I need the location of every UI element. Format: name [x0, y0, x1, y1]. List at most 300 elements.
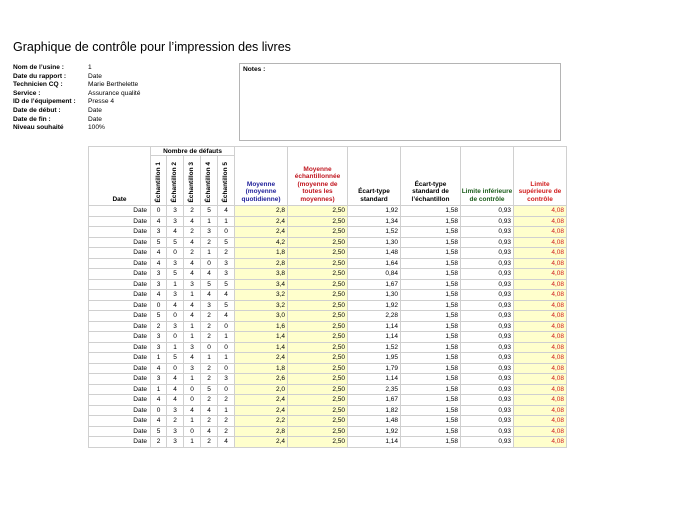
cell-sample-1[interactable]: 4: [151, 258, 167, 269]
cell-mean[interactable]: 3,2: [235, 290, 288, 301]
info-value[interactable]: Marie Berthelette: [88, 81, 139, 89]
cell-mean[interactable]: 2,4: [235, 395, 288, 406]
cell-sample-5[interactable]: 0: [218, 321, 235, 332]
header-date: Date: [89, 147, 151, 206]
cell-sample-3[interactable]: 4: [184, 300, 201, 311]
cell-sample-1[interactable]: 4: [151, 363, 167, 374]
cell-date[interactable]: Date: [89, 426, 151, 437]
cell-sample-3[interactable]: 4: [184, 269, 201, 280]
cell-grand-mean[interactable]: 2,50: [288, 248, 348, 259]
cell-date[interactable]: Date: [89, 437, 151, 448]
cell-std[interactable]: 1,52: [348, 227, 401, 238]
cell-sample-2[interactable]: 3: [167, 258, 184, 269]
cell-ucl[interactable]: 4,08: [514, 416, 567, 427]
cell-sample-2[interactable]: 3: [167, 216, 184, 227]
cell-sample-3[interactable]: 3: [184, 342, 201, 353]
cell-sample-5[interactable]: 4: [218, 206, 235, 217]
cell-mean[interactable]: 3,2: [235, 300, 288, 311]
info-value[interactable]: Assurance qualité: [88, 89, 141, 97]
cell-std[interactable]: 1,79: [348, 363, 401, 374]
cell-ucl[interactable]: 4,08: [514, 290, 567, 301]
cell-grand-mean[interactable]: 2,50: [288, 206, 348, 217]
info-row-equipment: [13, 98, 140, 107]
cell-sample-5[interactable]: 5: [218, 279, 235, 290]
cell-sample-3[interactable]: 2: [184, 248, 201, 259]
cell-ucl[interactable]: 4,08: [514, 206, 567, 217]
cell-date[interactable]: Date: [89, 227, 151, 238]
cell-std-sample[interactable]: 1,58: [401, 311, 461, 322]
cell-std[interactable]: 1,34: [348, 216, 401, 227]
cell-sample-4[interactable]: 4: [201, 426, 218, 437]
cell-lcl[interactable]: 0,93: [461, 227, 514, 238]
cell-mean[interactable]: 2,4: [235, 216, 288, 227]
cell-sample-5[interactable]: 5: [218, 300, 235, 311]
cell-ucl[interactable]: 4,08: [514, 353, 567, 364]
table-row: [89, 311, 567, 322]
cell-date[interactable]: Date: [89, 332, 151, 343]
cell-sample-5[interactable]: 2: [218, 395, 235, 406]
cell-sample-1[interactable]: 0: [151, 300, 167, 311]
cell-date[interactable]: Date: [89, 206, 151, 217]
cell-std-sample[interactable]: 1,58: [401, 216, 461, 227]
cell-sample-3[interactable]: 3: [184, 279, 201, 290]
cell-ucl[interactable]: 4,08: [514, 405, 567, 416]
cell-date[interactable]: Date: [89, 216, 151, 227]
cell-std[interactable]: 1,14: [348, 374, 401, 385]
cell-sample-5[interactable]: 3: [218, 269, 235, 280]
cell-ucl[interactable]: 4,08: [514, 437, 567, 448]
cell-sample-5[interactable]: 1: [218, 353, 235, 364]
table-row: [89, 384, 567, 395]
cell-sample-2[interactable]: 3: [167, 290, 184, 301]
cell-sample-5[interactable]: 4: [218, 311, 235, 322]
cell-mean[interactable]: 2,4: [235, 227, 288, 238]
cell-sample-2[interactable]: 1: [167, 279, 184, 290]
cell-sample-5[interactable]: 1: [218, 405, 235, 416]
cell-sample-4[interactable]: 1: [201, 353, 218, 364]
cell-lcl[interactable]: 0,93: [461, 321, 514, 332]
cell-mean[interactable]: 1,4: [235, 332, 288, 343]
cell-sample-2[interactable]: 3: [167, 206, 184, 217]
cell-lcl[interactable]: 0,93: [461, 300, 514, 311]
cell-lcl[interactable]: 0,93: [461, 405, 514, 416]
cell-ucl[interactable]: 4,08: [514, 395, 567, 406]
cell-grand-mean[interactable]: 2,50: [288, 269, 348, 280]
cell-ucl[interactable]: 4,08: [514, 311, 567, 322]
cell-mean[interactable]: 3,0: [235, 311, 288, 322]
cell-sample-1[interactable]: 3: [151, 227, 167, 238]
table-row: [89, 206, 567, 217]
cell-sample-1[interactable]: 2: [151, 437, 167, 448]
cell-sample-2[interactable]: 0: [167, 248, 184, 259]
cell-sample-4[interactable]: 2: [201, 416, 218, 427]
table-row: [89, 426, 567, 437]
cell-lcl[interactable]: 0,93: [461, 269, 514, 280]
cell-sample-4[interactable]: 5: [201, 279, 218, 290]
cell-sample-1[interactable]: 5: [151, 426, 167, 437]
cell-sample-2[interactable]: 0: [167, 311, 184, 322]
table-body: [89, 206, 567, 448]
cell-mean[interactable]: 2,4: [235, 437, 288, 448]
cell-date[interactable]: Date: [89, 342, 151, 353]
cell-mean[interactable]: 1,4: [235, 342, 288, 353]
cell-lcl[interactable]: 0,93: [461, 206, 514, 217]
cell-grand-mean[interactable]: 2,50: [288, 437, 348, 448]
cell-sample-5[interactable]: 0: [218, 384, 235, 395]
cell-std[interactable]: 1,14: [348, 437, 401, 448]
cell-std[interactable]: 1,48: [348, 248, 401, 259]
cell-sample-4[interactable]: 5: [201, 206, 218, 217]
cell-sample-2[interactable]: 5: [167, 237, 184, 248]
cell-sample-4[interactable]: 2: [201, 363, 218, 374]
cell-lcl[interactable]: 0,93: [461, 332, 514, 343]
cell-date[interactable]: Date: [89, 258, 151, 269]
cell-std-sample[interactable]: 1,58: [401, 395, 461, 406]
cell-sample-4[interactable]: 1: [201, 216, 218, 227]
cell-sample-2[interactable]: 3: [167, 437, 184, 448]
cell-ucl[interactable]: 4,08: [514, 384, 567, 395]
cell-sample-2[interactable]: 0: [167, 363, 184, 374]
info-value[interactable]: Date: [88, 115, 102, 123]
cell-sample-3[interactable]: 1: [184, 290, 201, 301]
cell-sample-4[interactable]: 4: [201, 269, 218, 280]
header-sample-1: Échantillon 1: [151, 156, 167, 206]
cell-lcl[interactable]: 0,93: [461, 311, 514, 322]
cell-grand-mean[interactable]: 2,50: [288, 290, 348, 301]
table-row: [89, 374, 567, 385]
cell-sample-5[interactable]: 5: [218, 237, 235, 248]
cell-mean[interactable]: 2,8: [235, 426, 288, 437]
table-row: [89, 332, 567, 343]
cell-sample-3[interactable]: 4: [184, 216, 201, 227]
cell-sample-1[interactable]: 0: [151, 206, 167, 217]
cell-lcl[interactable]: 0,93: [461, 279, 514, 290]
cell-std-sample[interactable]: 1,58: [401, 416, 461, 427]
cell-ucl[interactable]: 4,08: [514, 279, 567, 290]
cell-sample-1[interactable]: 4: [151, 416, 167, 427]
cell-sample-1[interactable]: 3: [151, 279, 167, 290]
table-row: [89, 353, 567, 364]
cell-std[interactable]: 1,14: [348, 332, 401, 343]
cell-mean[interactable]: 3,8: [235, 269, 288, 280]
cell-sample-4[interactable]: 4: [201, 405, 218, 416]
cell-lcl[interactable]: 0,93: [461, 258, 514, 269]
cell-std[interactable]: 1,67: [348, 395, 401, 406]
cell-ucl[interactable]: 4,08: [514, 248, 567, 259]
cell-std[interactable]: 1,48: [348, 416, 401, 427]
cell-lcl[interactable]: 0,93: [461, 248, 514, 259]
cell-lcl[interactable]: 0,93: [461, 374, 514, 385]
table-row: [89, 237, 567, 248]
info-value[interactable]: Presse 4: [88, 98, 115, 106]
cell-sample-1[interactable]: 3: [151, 269, 167, 280]
cell-ucl[interactable]: 4,08: [514, 237, 567, 248]
cell-sample-4[interactable]: 1: [201, 248, 218, 259]
cell-std-sample[interactable]: 1,58: [401, 342, 461, 353]
cell-sample-5[interactable]: 1: [218, 216, 235, 227]
cell-std-sample[interactable]: 1,58: [401, 227, 461, 238]
cell-std[interactable]: 1,30: [348, 237, 401, 248]
cell-sample-1[interactable]: 2: [151, 321, 167, 332]
cell-sample-4[interactable]: 2: [201, 437, 218, 448]
cell-sample-3[interactable]: 4: [184, 237, 201, 248]
cell-mean[interactable]: 4,2: [235, 237, 288, 248]
cell-lcl[interactable]: 0,93: [461, 437, 514, 448]
cell-sample-3[interactable]: 4: [184, 258, 201, 269]
cell-std[interactable]: 1,92: [348, 206, 401, 217]
cell-sample-4[interactable]: 3: [201, 300, 218, 311]
cell-std-sample[interactable]: 1,58: [401, 279, 461, 290]
cell-lcl[interactable]: 0,93: [461, 353, 514, 364]
cell-std[interactable]: 1,30: [348, 290, 401, 301]
cell-sample-3[interactable]: 4: [184, 311, 201, 322]
cell-ucl[interactable]: 4,08: [514, 342, 567, 353]
cell-mean[interactable]: 2,2: [235, 416, 288, 427]
cell-lcl[interactable]: 0,93: [461, 395, 514, 406]
cell-std-sample[interactable]: 1,58: [401, 300, 461, 311]
cell-sample-1[interactable]: 4: [151, 248, 167, 259]
cell-sample-3[interactable]: 1: [184, 437, 201, 448]
cell-sample-4[interactable]: 5: [201, 384, 218, 395]
cell-std[interactable]: 1,92: [348, 300, 401, 311]
cell-grand-mean[interactable]: 2,50: [288, 237, 348, 248]
cell-sample-3[interactable]: 1: [184, 374, 201, 385]
cell-date[interactable]: Date: [89, 374, 151, 385]
cell-date[interactable]: Date: [89, 416, 151, 427]
cell-sample-1[interactable]: 3: [151, 374, 167, 385]
cell-ucl[interactable]: 4,08: [514, 363, 567, 374]
cell-sample-2[interactable]: 5: [167, 353, 184, 364]
cell-sample-5[interactable]: 4: [218, 437, 235, 448]
cell-std[interactable]: 1,67: [348, 279, 401, 290]
cell-date[interactable]: Date: [89, 300, 151, 311]
cell-date[interactable]: Date: [89, 395, 151, 406]
cell-sample-3[interactable]: 1: [184, 332, 201, 343]
cell-mean[interactable]: 2,4: [235, 353, 288, 364]
cell-sample-5[interactable]: 2: [218, 416, 235, 427]
cell-lcl[interactable]: 0,93: [461, 237, 514, 248]
cell-sample-4[interactable]: 2: [201, 395, 218, 406]
cell-sample-5[interactable]: 3: [218, 374, 235, 385]
cell-std-sample[interactable]: 1,58: [401, 269, 461, 280]
cell-date[interactable]: Date: [89, 290, 151, 301]
cell-ucl[interactable]: 4,08: [514, 227, 567, 238]
cell-mean[interactable]: 1,6: [235, 321, 288, 332]
info-row-report-date: [13, 73, 140, 82]
cell-sample-5[interactable]: 0: [218, 227, 235, 238]
cell-sample-1[interactable]: 3: [151, 332, 167, 343]
cell-grand-mean[interactable]: 2,50: [288, 258, 348, 269]
cell-sample-5[interactable]: 2: [218, 248, 235, 259]
cell-std[interactable]: 1,52: [348, 342, 401, 353]
cell-mean[interactable]: 2,0: [235, 384, 288, 395]
cell-lcl[interactable]: 0,93: [461, 216, 514, 227]
cell-sample-2[interactable]: 4: [167, 374, 184, 385]
cell-sample-2[interactable]: 2: [167, 416, 184, 427]
cell-lcl[interactable]: 0,93: [461, 416, 514, 427]
cell-grand-mean[interactable]: 2,50: [288, 405, 348, 416]
cell-grand-mean[interactable]: 2,50: [288, 426, 348, 437]
cell-ucl[interactable]: 4,08: [514, 321, 567, 332]
cell-sample-2[interactable]: 3: [167, 321, 184, 332]
cell-std-sample[interactable]: 1,58: [401, 426, 461, 437]
cell-date[interactable]: Date: [89, 311, 151, 322]
cell-sample-3[interactable]: 1: [184, 321, 201, 332]
cell-grand-mean[interactable]: 2,50: [288, 300, 348, 311]
cell-sample-4[interactable]: 2: [201, 321, 218, 332]
cell-sample-4[interactable]: 2: [201, 311, 218, 322]
cell-sample-2[interactable]: 4: [167, 300, 184, 311]
cell-sample-3[interactable]: 2: [184, 206, 201, 217]
table-row: [89, 321, 567, 332]
cell-std[interactable]: 1,64: [348, 258, 401, 269]
cell-std-sample[interactable]: 1,58: [401, 290, 461, 301]
cell-std-sample[interactable]: 1,58: [401, 437, 461, 448]
cell-grand-mean[interactable]: 2,50: [288, 342, 348, 353]
cell-mean[interactable]: 1,8: [235, 363, 288, 374]
cell-sample-5[interactable]: 3: [218, 258, 235, 269]
cell-date[interactable]: Date: [89, 248, 151, 259]
cell-sample-4[interactable]: 2: [201, 374, 218, 385]
cell-sample-1[interactable]: 4: [151, 395, 167, 406]
cell-sample-1[interactable]: 0: [151, 405, 167, 416]
cell-std-sample[interactable]: 1,58: [401, 363, 461, 374]
cell-sample-1[interactable]: 4: [151, 216, 167, 227]
cell-grand-mean[interactable]: 2,50: [288, 332, 348, 343]
cell-sample-3[interactable]: 0: [184, 426, 201, 437]
cell-sample-3[interactable]: 3: [184, 363, 201, 374]
info-value[interactable]: 1: [88, 64, 92, 71]
cell-sample-2[interactable]: 3: [167, 426, 184, 437]
cell-date[interactable]: Date: [89, 321, 151, 332]
cell-std[interactable]: 1,92: [348, 426, 401, 437]
cell-grand-mean[interactable]: 2,50: [288, 311, 348, 322]
cell-date[interactable]: Date: [89, 237, 151, 248]
cell-sample-2[interactable]: 4: [167, 384, 184, 395]
cell-ucl[interactable]: 4,08: [514, 258, 567, 269]
cell-std[interactable]: 2,28: [348, 311, 401, 322]
info-value[interactable]: 100%: [88, 124, 105, 132]
cell-sample-3[interactable]: 1: [184, 416, 201, 427]
cell-sample-2[interactable]: 5: [167, 269, 184, 280]
cell-std[interactable]: 1,95: [348, 353, 401, 364]
cell-date[interactable]: Date: [89, 269, 151, 280]
cell-sample-4[interactable]: 4: [201, 290, 218, 301]
cell-grand-mean[interactable]: 2,50: [288, 416, 348, 427]
cell-sample-1[interactable]: 5: [151, 311, 167, 322]
cell-sample-2[interactable]: 3: [167, 405, 184, 416]
cell-mean[interactable]: 2,8: [235, 258, 288, 269]
cell-mean[interactable]: 2,6: [235, 374, 288, 385]
cell-mean[interactable]: 3,4: [235, 279, 288, 290]
cell-date[interactable]: Date: [89, 363, 151, 374]
cell-std-sample[interactable]: 1,58: [401, 332, 461, 343]
cell-sample-1[interactable]: 5: [151, 237, 167, 248]
cell-sample-1[interactable]: 1: [151, 384, 167, 395]
cell-std[interactable]: 0,84: [348, 269, 401, 280]
cell-grand-mean[interactable]: 2,50: [288, 374, 348, 385]
cell-sample-2[interactable]: 4: [167, 227, 184, 238]
cell-sample-4[interactable]: 0: [201, 342, 218, 353]
cell-sample-3[interactable]: 2: [184, 227, 201, 238]
cell-mean[interactable]: 1,8: [235, 248, 288, 259]
cell-std-sample[interactable]: 1,58: [401, 206, 461, 217]
cell-date[interactable]: Date: [89, 384, 151, 395]
cell-date[interactable]: Date: [89, 353, 151, 364]
cell-sample-2[interactable]: 1: [167, 342, 184, 353]
cell-lcl[interactable]: 0,93: [461, 342, 514, 353]
cell-sample-2[interactable]: 4: [167, 395, 184, 406]
info-value[interactable]: Date: [88, 72, 102, 80]
cell-std[interactable]: 2,35: [348, 384, 401, 395]
cell-date[interactable]: Date: [89, 405, 151, 416]
cell-std-sample[interactable]: 1,58: [401, 237, 461, 248]
table-row: [89, 363, 567, 374]
cell-sample-5[interactable]: 1: [218, 332, 235, 343]
cell-ucl[interactable]: 4,08: [514, 332, 567, 343]
cell-std-sample[interactable]: 1,58: [401, 258, 461, 269]
cell-ucl[interactable]: 4,08: [514, 269, 567, 280]
cell-sample-3[interactable]: 0: [184, 384, 201, 395]
cell-date[interactable]: Date: [89, 279, 151, 290]
cell-grand-mean[interactable]: 2,50: [288, 353, 348, 364]
info-value[interactable]: Date: [88, 106, 102, 114]
cell-sample-3[interactable]: 4: [184, 353, 201, 364]
cell-mean[interactable]: 2,4: [235, 405, 288, 416]
cell-lcl[interactable]: 0,93: [461, 384, 514, 395]
cell-std-sample[interactable]: 1,58: [401, 353, 461, 364]
cell-sample-5[interactable]: 0: [218, 363, 235, 374]
cell-sample-4[interactable]: 2: [201, 237, 218, 248]
notes-box[interactable]: [239, 63, 561, 141]
cell-grand-mean[interactable]: 2,50: [288, 279, 348, 290]
cell-std-sample[interactable]: 1,58: [401, 384, 461, 395]
cell-lcl[interactable]: 0,93: [461, 426, 514, 437]
cell-std[interactable]: 1,14: [348, 321, 401, 332]
cell-sample-5[interactable]: 2: [218, 426, 235, 437]
cell-sample-4[interactable]: 2: [201, 332, 218, 343]
cell-mean[interactable]: 2,8: [235, 206, 288, 217]
cell-grand-mean[interactable]: 2,50: [288, 363, 348, 374]
cell-sample-3[interactable]: 4: [184, 405, 201, 416]
cell-sample-4[interactable]: 0: [201, 258, 218, 269]
cell-sample-1[interactable]: 1: [151, 353, 167, 364]
cell-sample-3[interactable]: 0: [184, 395, 201, 406]
cell-sample-1[interactable]: 3: [151, 342, 167, 353]
cell-grand-mean[interactable]: 2,50: [288, 384, 348, 395]
cell-std-sample[interactable]: 1,58: [401, 321, 461, 332]
cell-grand-mean[interactable]: 2,50: [288, 321, 348, 332]
cell-sample-4[interactable]: 3: [201, 227, 218, 238]
cell-std[interactable]: 1,82: [348, 405, 401, 416]
cell-ucl[interactable]: 4,08: [514, 426, 567, 437]
cell-grand-mean[interactable]: 2,50: [288, 216, 348, 227]
cell-sample-5[interactable]: 0: [218, 342, 235, 353]
cell-ucl[interactable]: 4,08: [514, 374, 567, 385]
cell-std-sample[interactable]: 1,58: [401, 248, 461, 259]
cell-grand-mean[interactable]: 2,50: [288, 395, 348, 406]
cell-std-sample[interactable]: 1,58: [401, 405, 461, 416]
cell-lcl[interactable]: 0,93: [461, 290, 514, 301]
cell-sample-5[interactable]: 4: [218, 290, 235, 301]
cell-sample-2[interactable]: 0: [167, 332, 184, 343]
cell-sample-1[interactable]: 4: [151, 290, 167, 301]
cell-lcl[interactable]: 0,93: [461, 363, 514, 374]
cell-ucl[interactable]: 4,08: [514, 300, 567, 311]
cell-ucl[interactable]: 4,08: [514, 216, 567, 227]
cell-grand-mean[interactable]: 2,50: [288, 227, 348, 238]
cell-std-sample[interactable]: 1,58: [401, 374, 461, 385]
